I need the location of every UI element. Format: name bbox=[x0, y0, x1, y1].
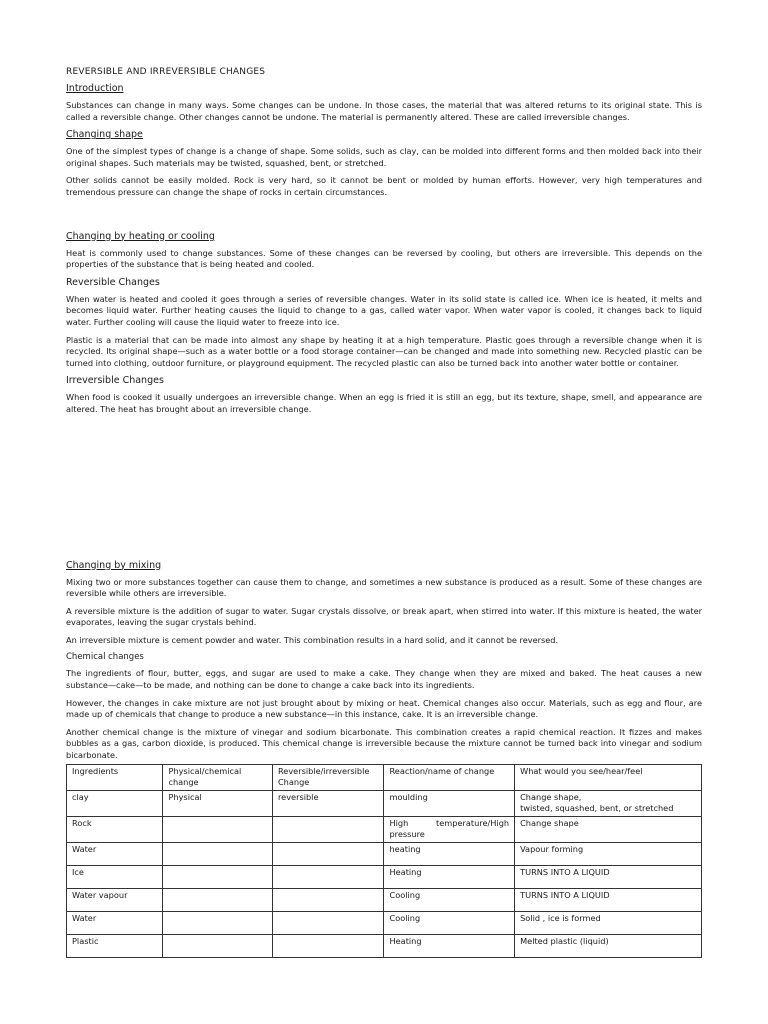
table-cell bbox=[272, 911, 384, 934]
table-cell: Water bbox=[67, 911, 163, 934]
document-page bbox=[66, 64, 702, 958]
table-cell: Solid , ice is formed bbox=[515, 911, 702, 934]
table-cell: Plastic bbox=[67, 934, 163, 957]
heating-paragraph-4: When food is cooked it usually undergoes an irreversible change. When an egg is fried it is still an egg, but its texture, shape, smell, and appearance are altered. The heat has brought about an irreversible change. bbox=[66, 392, 702, 414]
mixing-paragraph-5: However, the changes in cake mixture are not just brought about by mixing or heat. Chemical changes also occur. Materials, such as egg and flour, are made up of chemicals that change to produce a new substance—in this instance, cake. It is an irreversible change. bbox=[66, 697, 702, 720]
table-cell: Rock bbox=[67, 816, 163, 842]
table-row bbox=[67, 934, 702, 957]
table-header-cell: Physical/chemical change bbox=[163, 764, 273, 790]
mixing-paragraph-1: Mixing two or more substances together can cause them to change, and sometimes a new substance is produced as a result. Some of these changes are reversible while others are irreversible. bbox=[66, 576, 702, 599]
reversible-changes-heading: Reversible Changes bbox=[66, 276, 160, 288]
shape-paragraph-2: Other solids cannot be easily molded. Rock is very hard, so it cannot be bent or molded by human efforts. However, very high temperatures and tremendous pressure can change the shape of rocks in certain circumstances. bbox=[66, 175, 702, 197]
table-cell: Melted plastic (liquid) bbox=[515, 934, 702, 957]
table-row bbox=[67, 888, 702, 911]
table-cell bbox=[163, 816, 273, 842]
heating-cooling-heading: Changing by heating or cooling bbox=[66, 230, 215, 242]
table-cell bbox=[272, 934, 384, 957]
table-cell bbox=[163, 842, 273, 865]
table-cell: Water bbox=[67, 842, 163, 865]
table-cell: Vapour forming bbox=[515, 842, 702, 865]
table-cell: TURNS INTO A LIQUID bbox=[515, 865, 702, 888]
table-cell: heating bbox=[384, 842, 515, 865]
changing-by-mixing-heading: Changing by mixing bbox=[66, 559, 162, 571]
table-cell: Physical bbox=[163, 790, 273, 816]
table-cell bbox=[163, 865, 273, 888]
irreversible-changes-heading: Irreversible Changes bbox=[66, 375, 164, 387]
table-cell: Cooling bbox=[384, 911, 515, 934]
table-header-row bbox=[67, 764, 702, 790]
table-cell bbox=[163, 888, 273, 911]
table-cell bbox=[163, 911, 273, 934]
table-row bbox=[67, 842, 702, 865]
table-cell: reversible bbox=[272, 790, 384, 816]
mixing-paragraph-3: An irreversible mixture is cement powder and water. This combination results in a hard solid, and it cannot be reversed. bbox=[66, 634, 559, 645]
table-cell: Cooling bbox=[384, 888, 515, 911]
table-row bbox=[67, 816, 702, 842]
table-row bbox=[67, 865, 702, 888]
table-header-cell: Reversible/irreversible Change bbox=[272, 764, 384, 790]
heating-paragraph-1: Heat is commonly used to change substances. Some of these changes can be reversed by cooling, but others are irreversible. This depends on the properties of the substance that is being heated and cooled. bbox=[66, 247, 702, 270]
table-header-cell: What would you see/hear/feel bbox=[515, 764, 702, 790]
changing-shape-heading: Changing shape bbox=[66, 129, 143, 141]
table-cell: moulding bbox=[384, 790, 515, 816]
table-cell bbox=[272, 842, 384, 865]
intro-paragraph: Substances can change in many ways. Some changes can be undone. In those cases, the material that was altered returns to its original state. This is called a reversible change. Other changes cannot be undone. The material is permanently altered. These are called irreversible changes. bbox=[66, 100, 702, 122]
mixing-paragraph-4: The ingredients of flour, butter, eggs, and sugar are used to make a cake. They change when they are mixed and baked. The heat causes a new substance—cake—to be made, and nothing can be done to change a cake back into its ingredients. bbox=[66, 668, 702, 691]
mixing-paragraph-2: A reversible mixture is the addition of sugar to water. Sugar crystals dissolve, or break apart, when stirred into water. If this mixture is heated, the water evaporates, leaving the sugar crystals behind. bbox=[66, 605, 702, 628]
table-cell: clay bbox=[67, 790, 163, 816]
document-title: REVERSIBLE AND IRREVERSIBLE CHANGES bbox=[66, 67, 266, 77]
table-cell: Change shape bbox=[515, 816, 702, 842]
table-header-cell: Ingredients bbox=[67, 764, 163, 790]
table-cell: Ice bbox=[67, 865, 163, 888]
heating-paragraph-3: Plastic is a material that can be made into almost any shape by heating it at a high temperature. Plastic goes through a reversible change when it is recycled. Its original shape—such as a water bottle or a food storage container—can be changed and made into something new. Recycled plastic can be turned into clothing, outdoor furniture, or playground equipment. The recycled plastic can also be turned back into another water bottle or container. bbox=[66, 334, 702, 368]
introduction-heading: Introduction bbox=[66, 83, 124, 94]
table-cell bbox=[272, 816, 384, 842]
heating-paragraph-2: When water is heated and cooled it goes through a series of reversible changes. Water in its solid state is called ice. When ice is heated, it melts and becomes liquid water. Further heating causes the liquid to change to a gas, called water vapor. When water vapor is cooled, it changes back to liquid water. Further cooling will cause the liquid water to freeze into ice. bbox=[66, 293, 702, 327]
changes-table bbox=[66, 764, 702, 958]
table-cell: Heating bbox=[384, 934, 515, 957]
table-row bbox=[67, 790, 702, 816]
chemical-changes-heading: Chemical changes bbox=[66, 652, 144, 663]
table-cell: Heating bbox=[384, 865, 515, 888]
table-row bbox=[67, 911, 702, 934]
table-cell: Water vapour bbox=[67, 888, 163, 911]
table-cell bbox=[163, 934, 273, 957]
table-cell: Change shape, twisted, squashed, bent, or stretched bbox=[515, 790, 702, 816]
table-cell bbox=[272, 888, 384, 911]
table-cell bbox=[272, 865, 384, 888]
table-cell: TURNS INTO A LIQUID bbox=[515, 888, 702, 911]
table-cell: High temperature/High pressure bbox=[384, 816, 515, 842]
mixing-paragraph-6: Another chemical change is the mixture of vinegar and sodium bicarbonate. This combination creates a rapid chemical reaction. It fizzes and makes bubbles as a gas, carbon dioxide, is produced. This chemical change is irreversible because the mixture cannot be turned back into vinegar and sodium bicarbonate. bbox=[66, 726, 702, 761]
table-header-cell: Reaction/name of change bbox=[384, 764, 515, 790]
shape-paragraph-1: One of the simplest types of change is a change of shape. Some solids, such as clay, can be molded into different forms and then molded back into their original shapes. Such materials may be twisted, squashed, bent, or stretched. bbox=[66, 146, 702, 168]
